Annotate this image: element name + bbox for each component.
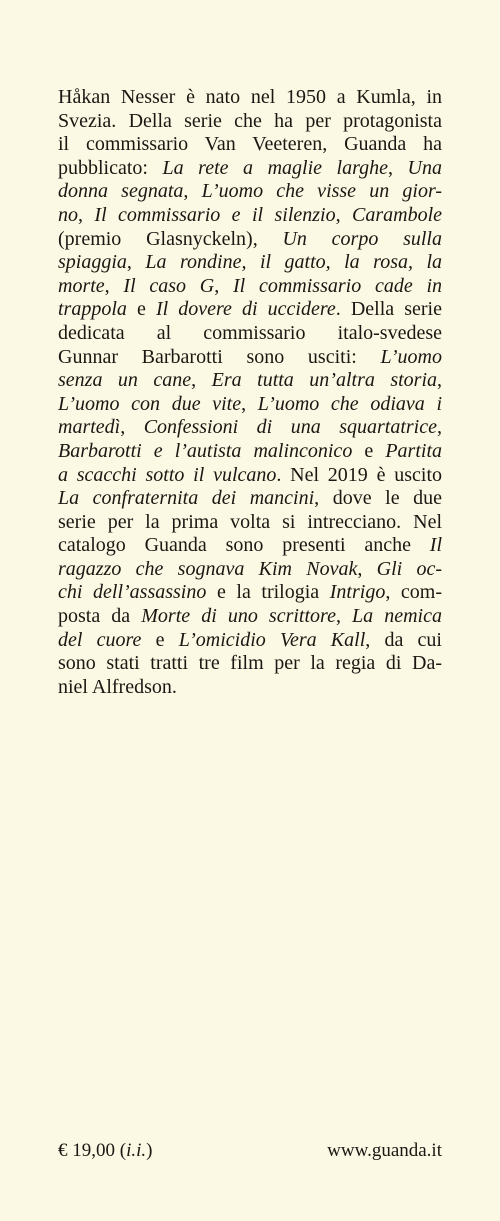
- bio-text: . Nel 2019 è uscito: [276, 463, 443, 486]
- bio-text: ,: [335, 203, 353, 226]
- bio-text: (premio Glasnyckeln),: [58, 227, 283, 250]
- bio-text: ,: [357, 557, 377, 580]
- bio-line: [58, 629, 442, 653]
- book-title-text: morte: [58, 274, 105, 297]
- book-title-text: donna segnata: [58, 180, 184, 203]
- bio-text: posta da: [58, 605, 142, 628]
- bio-text: catalogo Guanda sono presenti anche: [58, 534, 430, 557]
- book-title-text: L’uomo con due vite: [58, 392, 242, 415]
- bio-text: , dove le due: [314, 487, 442, 510]
- bio-text: ,: [183, 180, 202, 203]
- bio-line: [58, 652, 442, 676]
- bio-text: ,: [104, 274, 124, 297]
- book-title-text: Carambole: [352, 203, 443, 226]
- book-title-text: senza un cane: [58, 369, 192, 392]
- book-title-text: Il commissario e il silenzio: [94, 203, 336, 226]
- bio-line: [58, 605, 442, 629]
- bio-text: dedicata al commissario italo-svedese: [58, 321, 442, 344]
- book-title-text: no: [58, 203, 78, 226]
- bio-text: serie per la prima volta si intrecciano. Nel: [58, 510, 442, 533]
- author-biography: [58, 86, 442, 699]
- bio-line: [58, 157, 442, 181]
- bio-text: Svezia. Della serie che ha per protagonista: [58, 109, 442, 132]
- book-title-text: La rondine, il gatto, la rosa, la: [145, 251, 443, 274]
- bio-text: ,: [335, 605, 353, 628]
- bio-line: [58, 298, 442, 322]
- bio-line: [58, 110, 442, 134]
- bio-line: [58, 369, 442, 393]
- book-title-text: Una: [407, 156, 442, 179]
- bio-text: e: [141, 628, 179, 651]
- bio-line: [58, 346, 442, 370]
- book-title-text: Il dovere di uccidere: [155, 298, 336, 321]
- bio-line: [58, 393, 442, 417]
- book-title-text: La confraternita dei mancini: [58, 487, 315, 510]
- price-close-paren: ): [146, 1140, 153, 1161]
- book-title-text: Morte di uno scrittore: [141, 605, 336, 628]
- bio-text: ,: [214, 274, 233, 297]
- book-title-text: Intrigo: [329, 581, 386, 604]
- book-title-text: Il caso G: [123, 274, 215, 297]
- bio-line: [58, 464, 442, 488]
- bio-line: [58, 133, 442, 157]
- book-title-text: ragazzo che sognava Kim Novak: [58, 557, 358, 580]
- book-title-text: a scacchi sotto il vulcano: [58, 463, 277, 486]
- bio-line: [58, 511, 442, 535]
- bio-line: [58, 275, 442, 299]
- book-title-text: Il: [429, 534, 442, 557]
- book-title-text: spiaggia: [58, 251, 127, 274]
- book-title-text: Barbarotti e l’autista malinconico: [58, 439, 353, 462]
- bio-text: Håkan Nesser è nato nel 1950 a Kumla, in: [58, 86, 442, 108]
- bio-line: [58, 322, 442, 346]
- bio-text: , com-: [385, 581, 443, 604]
- bio-line: [58, 558, 442, 582]
- bio-line: [58, 440, 442, 464]
- bio-text: ,: [78, 203, 95, 226]
- bio-line: [58, 86, 442, 110]
- book-title-text: chi dell’assassino: [58, 581, 207, 604]
- bio-line: [58, 487, 442, 511]
- book-title-text: Confessioni di una squartatrice: [143, 416, 437, 439]
- book-title-text: La nemica: [352, 605, 442, 628]
- bio-text: Gunnar Barbarotti sono usciti:: [58, 345, 381, 368]
- bio-line: [58, 180, 442, 204]
- bio-text: ,: [388, 156, 408, 179]
- bio-text: ,: [126, 251, 146, 274]
- bio-text: niel Alfredson.: [58, 675, 177, 698]
- bio-text: ,: [241, 392, 258, 415]
- bio-text: il commissario Van Veeteren, Guanda ha: [58, 133, 442, 156]
- footer: [58, 1140, 442, 1162]
- book-title-text: La rete a maglie larghe: [162, 156, 389, 179]
- bio-text: ,: [191, 369, 212, 392]
- book-title-text: Partita: [385, 439, 442, 462]
- bio-text: sono stati tratti tre film per la regia di Da-: [58, 652, 442, 675]
- price-amount: € 19,00 (: [58, 1140, 127, 1161]
- bio-text: , da cui: [365, 628, 442, 651]
- bio-text: ,: [437, 416, 442, 439]
- bio-text: ,: [437, 369, 443, 392]
- book-title-text: L’uomo che odiava i: [257, 392, 443, 415]
- bio-line: [58, 204, 442, 228]
- price: [58, 1140, 152, 1162]
- bio-text: e: [126, 298, 156, 321]
- bio-line: [58, 416, 442, 440]
- book-title-text: trappola: [58, 298, 127, 321]
- book-title-text: Era tutta un’altra storia: [211, 369, 438, 392]
- book-title-text: martedì: [58, 416, 121, 439]
- price-iva-note: i.i.: [126, 1140, 147, 1161]
- book-title-text: del cuore: [58, 628, 142, 651]
- bio-line: [58, 251, 442, 275]
- bio-line: [58, 676, 442, 700]
- bio-line: [58, 581, 442, 605]
- book-title-text: L’uomo che visse un gior-: [201, 180, 443, 203]
- bio-text: e la trilogia: [206, 581, 330, 604]
- bio-text: e: [352, 439, 386, 462]
- book-title-text: Il commissario cade in: [233, 274, 442, 297]
- book-title-text: L’uomo: [380, 345, 442, 368]
- book-title-text: Gli oc-: [376, 557, 443, 580]
- book-title-text: Un corpo sulla: [282, 227, 442, 250]
- bio-line: [58, 228, 442, 252]
- bio-text: . Della serie: [335, 298, 442, 321]
- publisher-website: www.guanda.it: [327, 1140, 442, 1161]
- bio-text: pubblicato:: [58, 156, 163, 179]
- book-title-text: L’omicidio Vera Kall: [178, 628, 366, 651]
- bio-text: ,: [120, 416, 144, 439]
- bio-line: [58, 534, 442, 558]
